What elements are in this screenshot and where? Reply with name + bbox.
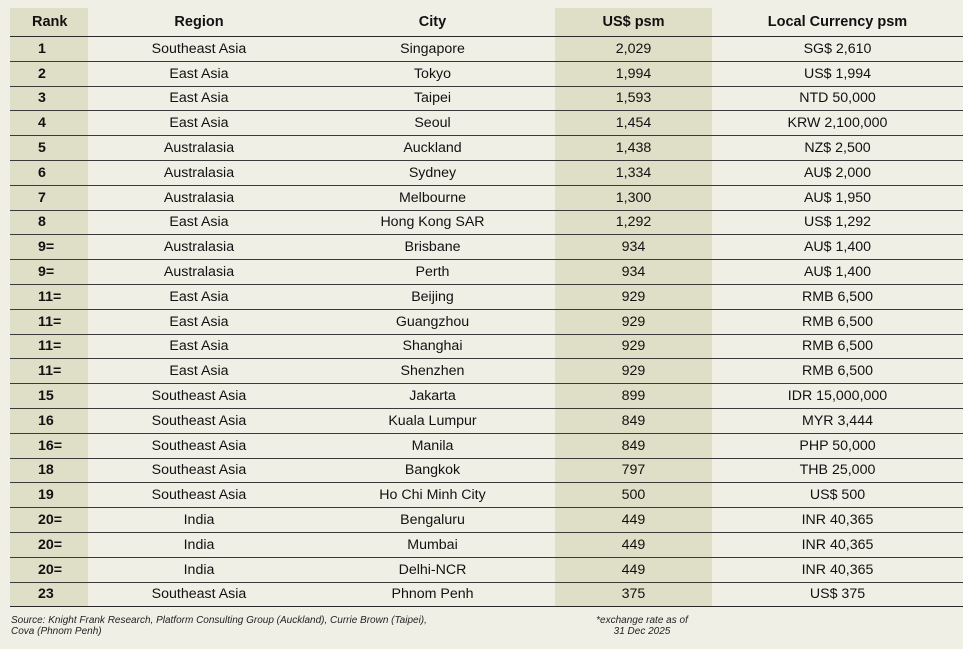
cell-local-currency-psm: INR 40,365 <box>712 508 963 533</box>
cell-region: India <box>88 557 310 582</box>
cell-city: Singapore <box>310 37 555 62</box>
header-city: City <box>310 8 555 37</box>
cell-region: India <box>88 508 310 533</box>
cell-city: Auckland <box>310 136 555 161</box>
table-header-row <box>10 8 963 37</box>
cell-city: Hong Kong SAR <box>310 210 555 235</box>
table-row <box>10 508 963 533</box>
cell-city: Ho Chi Minh City <box>310 483 555 508</box>
cell-usd-psm: 1,292 <box>555 210 712 235</box>
cell-rank: 16 <box>10 408 88 433</box>
cell-local-currency-psm: AU$ 2,000 <box>712 160 963 185</box>
rankings-table <box>10 8 963 607</box>
cell-local-currency-psm: THB 25,000 <box>712 458 963 483</box>
table-row <box>10 37 963 62</box>
cell-region: East Asia <box>88 86 310 111</box>
cell-rank: 16= <box>10 433 88 458</box>
cell-rank: 9= <box>10 235 88 260</box>
cell-city: Kuala Lumpur <box>310 408 555 433</box>
cell-usd-psm: 449 <box>555 532 712 557</box>
table-row <box>10 408 963 433</box>
cell-rank: 9= <box>10 260 88 285</box>
table-row <box>10 136 963 161</box>
cell-region: Southeast Asia <box>88 582 310 607</box>
cell-region: Southeast Asia <box>88 433 310 458</box>
cell-city: Seoul <box>310 111 555 136</box>
cell-region: Southeast Asia <box>88 384 310 409</box>
table-row <box>10 433 963 458</box>
cell-city: Delhi-NCR <box>310 557 555 582</box>
cell-region: Southeast Asia <box>88 408 310 433</box>
cell-rank: 2 <box>10 61 88 86</box>
cell-local-currency-psm: AU$ 1,400 <box>712 235 963 260</box>
table-row <box>10 582 963 607</box>
cell-region: Australasia <box>88 260 310 285</box>
cell-local-currency-psm: US$ 1,994 <box>712 61 963 86</box>
cell-city: Taipei <box>310 86 555 111</box>
cell-rank: 6 <box>10 160 88 185</box>
cell-rank: 15 <box>10 384 88 409</box>
cell-region: East Asia <box>88 210 310 235</box>
cell-local-currency-psm: KRW 2,100,000 <box>712 111 963 136</box>
header-region: Region <box>88 8 310 37</box>
cell-rank: 20= <box>10 508 88 533</box>
cell-usd-psm: 797 <box>555 458 712 483</box>
cell-usd-psm: 1,300 <box>555 185 712 210</box>
cell-local-currency-psm: MYR 3,444 <box>712 408 963 433</box>
cell-city: Shanghai <box>310 334 555 359</box>
cell-local-currency-psm: NZ$ 2,500 <box>712 136 963 161</box>
cell-rank: 1 <box>10 37 88 62</box>
cell-rank: 20= <box>10 557 88 582</box>
cell-rank: 4 <box>10 111 88 136</box>
cell-usd-psm: 934 <box>555 235 712 260</box>
table-row <box>10 458 963 483</box>
cell-usd-psm: 449 <box>555 508 712 533</box>
cell-city: Jakarta <box>310 384 555 409</box>
cell-local-currency-psm: IDR 15,000,000 <box>712 384 963 409</box>
table-body <box>10 37 963 607</box>
cell-local-currency-psm: US$ 1,292 <box>712 210 963 235</box>
cell-rank: 11= <box>10 334 88 359</box>
cell-usd-psm: 1,454 <box>555 111 712 136</box>
table-row <box>10 557 963 582</box>
cell-city: Shenzhen <box>310 359 555 384</box>
cell-local-currency-psm: SG$ 2,610 <box>712 37 963 62</box>
cell-local-currency-psm: RMB 6,500 <box>712 309 963 334</box>
cell-usd-psm: 849 <box>555 433 712 458</box>
rankings-table-container <box>10 8 963 607</box>
cell-rank: 3 <box>10 86 88 111</box>
cell-city: Beijing <box>310 284 555 309</box>
header-local-currency-psm: Local Currency psm <box>712 8 963 37</box>
cell-local-currency-psm: RMB 6,500 <box>712 334 963 359</box>
cell-city: Tokyo <box>310 61 555 86</box>
cell-local-currency-psm: US$ 375 <box>712 582 963 607</box>
cell-usd-psm: 1,438 <box>555 136 712 161</box>
cell-region: East Asia <box>88 61 310 86</box>
cell-city: Melbourne <box>310 185 555 210</box>
cell-usd-psm: 1,994 <box>555 61 712 86</box>
exchange-rate-note-line-2: 31 Dec 2025 <box>613 626 671 637</box>
table-row <box>10 210 963 235</box>
table-row <box>10 61 963 86</box>
table-row <box>10 160 963 185</box>
table-row <box>10 334 963 359</box>
cell-usd-psm: 449 <box>555 557 712 582</box>
table-row <box>10 359 963 384</box>
cell-rank: 11= <box>10 309 88 334</box>
cell-rank: 23 <box>10 582 88 607</box>
cell-rank: 7 <box>10 185 88 210</box>
table-row <box>10 309 963 334</box>
table-row <box>10 260 963 285</box>
cell-local-currency-psm: US$ 500 <box>712 483 963 508</box>
table-row <box>10 235 963 260</box>
source-note-line-2: Cova (Phnom Penh) <box>11 626 102 637</box>
cell-usd-psm: 849 <box>555 408 712 433</box>
cell-usd-psm: 1,334 <box>555 160 712 185</box>
source-note-line-1: Source: Knight Frank Research, Platform Consulting Group (Auckland), Currie Brown (Taipei), <box>11 615 427 626</box>
cell-rank: 8 <box>10 210 88 235</box>
cell-city: Bangkok <box>310 458 555 483</box>
cell-rank: 5 <box>10 136 88 161</box>
cell-city: Bengaluru <box>310 508 555 533</box>
cell-rank: 11= <box>10 359 88 384</box>
cell-rank: 20= <box>10 532 88 557</box>
cell-usd-psm: 899 <box>555 384 712 409</box>
cell-region: East Asia <box>88 284 310 309</box>
cell-local-currency-psm: PHP 50,000 <box>712 433 963 458</box>
cell-region: East Asia <box>88 334 310 359</box>
cell-usd-psm: 2,029 <box>555 37 712 62</box>
cell-region: Southeast Asia <box>88 37 310 62</box>
cell-usd-psm: 929 <box>555 334 712 359</box>
exchange-rate-note <box>582 615 702 637</box>
cell-region: Australasia <box>88 185 310 210</box>
cell-local-currency-psm: NTD 50,000 <box>712 86 963 111</box>
table-row <box>10 284 963 309</box>
cell-local-currency-psm: AU$ 1,400 <box>712 260 963 285</box>
cell-region: East Asia <box>88 111 310 136</box>
cell-city: Guangzhou <box>310 309 555 334</box>
cell-region: Australasia <box>88 136 310 161</box>
cell-region: Southeast Asia <box>88 483 310 508</box>
table-row <box>10 384 963 409</box>
table-row <box>10 86 963 111</box>
cell-rank: 18 <box>10 458 88 483</box>
table-row <box>10 185 963 210</box>
cell-usd-psm: 500 <box>555 483 712 508</box>
cell-local-currency-psm: RMB 6,500 <box>712 359 963 384</box>
cell-usd-psm: 1,593 <box>555 86 712 111</box>
cell-city: Brisbane <box>310 235 555 260</box>
cell-city: Sydney <box>310 160 555 185</box>
cell-usd-psm: 934 <box>555 260 712 285</box>
cell-usd-psm: 929 <box>555 309 712 334</box>
cell-city: Perth <box>310 260 555 285</box>
table-row <box>10 532 963 557</box>
cell-rank: 19 <box>10 483 88 508</box>
cell-local-currency-psm: INR 40,365 <box>712 532 963 557</box>
cell-region: Southeast Asia <box>88 458 310 483</box>
cell-city: Manila <box>310 433 555 458</box>
header-rank: Rank <box>10 8 88 37</box>
cell-usd-psm: 929 <box>555 359 712 384</box>
source-note <box>11 615 531 637</box>
cell-city: Mumbai <box>310 532 555 557</box>
cell-local-currency-psm: RMB 6,500 <box>712 284 963 309</box>
header-usd-psm: US$ psm <box>555 8 712 37</box>
cell-region: Australasia <box>88 160 310 185</box>
cell-usd-psm: 375 <box>555 582 712 607</box>
cell-usd-psm: 929 <box>555 284 712 309</box>
table-row <box>10 483 963 508</box>
table-row <box>10 111 963 136</box>
exchange-rate-note-line-1: *exchange rate as of <box>596 615 688 626</box>
cell-city: Phnom Penh <box>310 582 555 607</box>
cell-rank: 11= <box>10 284 88 309</box>
cell-region: East Asia <box>88 309 310 334</box>
cell-region: East Asia <box>88 359 310 384</box>
cell-local-currency-psm: AU$ 1,950 <box>712 185 963 210</box>
cell-region: Australasia <box>88 235 310 260</box>
cell-region: India <box>88 532 310 557</box>
cell-local-currency-psm: INR 40,365 <box>712 557 963 582</box>
